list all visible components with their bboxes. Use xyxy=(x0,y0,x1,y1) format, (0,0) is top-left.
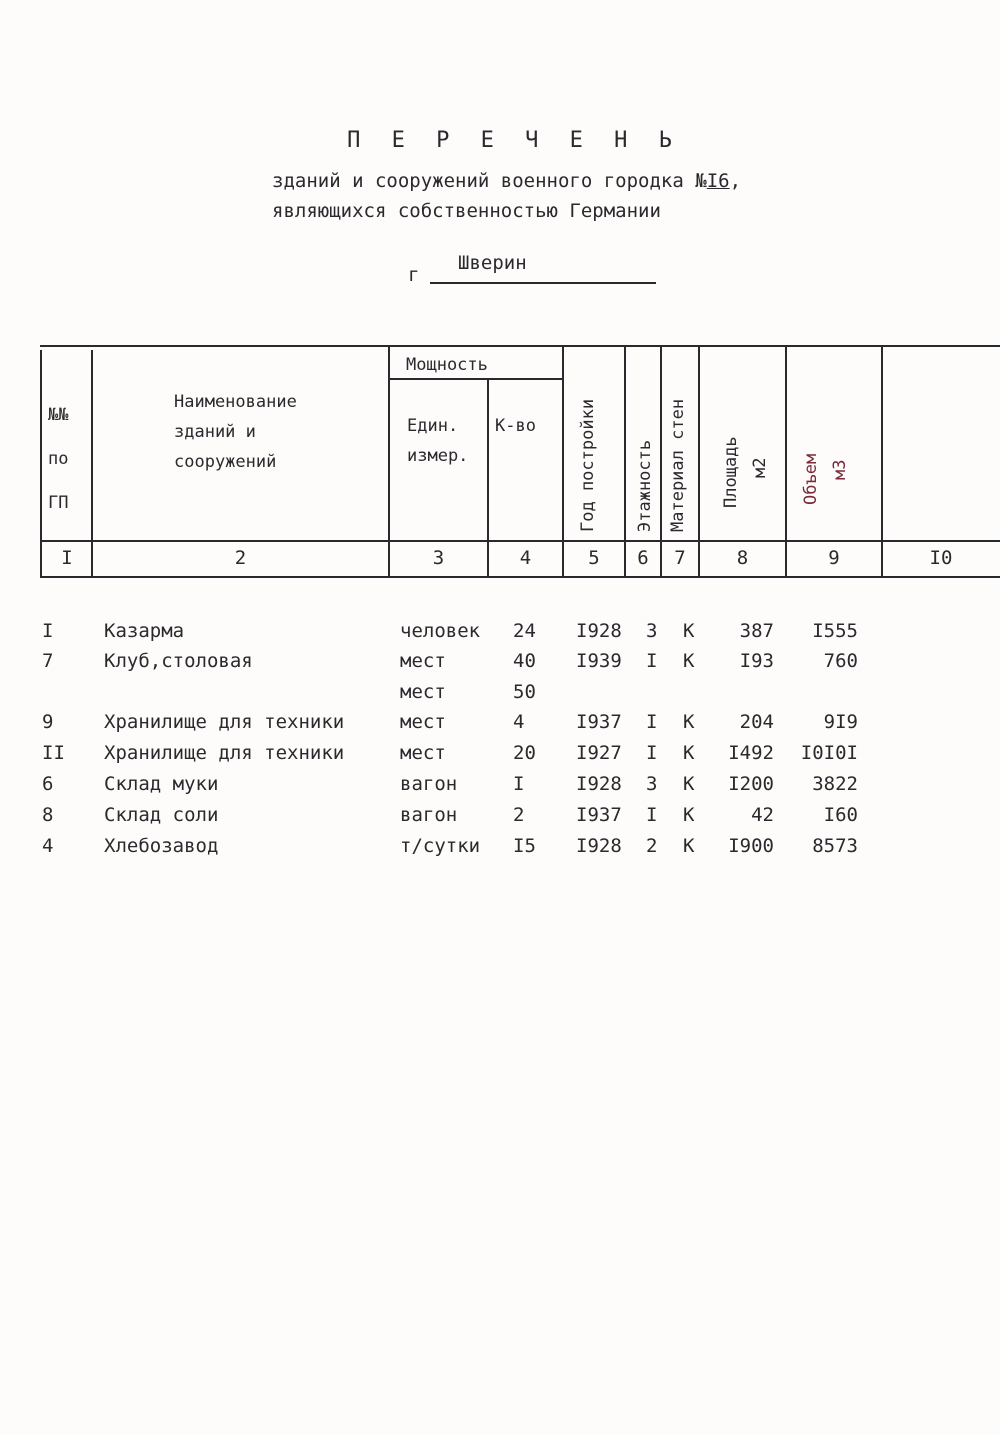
header-col3-line2: измер. xyxy=(407,446,469,466)
cell-name: Склад соли xyxy=(104,804,219,826)
cell-qty: I xyxy=(513,773,525,795)
cell-qty: 24 xyxy=(513,620,536,642)
cell-unit: вагон xyxy=(400,773,458,795)
colnum-7: 7 xyxy=(674,547,686,569)
cell-area: I93 xyxy=(739,650,774,672)
cell-unit: т/сутки xyxy=(400,835,481,857)
vline-2 xyxy=(388,345,390,578)
header-col1-line1: №№ xyxy=(48,405,69,425)
cell-floors: 3 xyxy=(646,620,658,642)
header-capacity: Мощность xyxy=(406,355,488,375)
colnum-10: I0 xyxy=(929,547,953,569)
colnum-2: 2 xyxy=(234,547,247,569)
vline-0 xyxy=(40,350,42,578)
cell-material: К xyxy=(683,773,695,795)
header-col3 xyxy=(407,411,468,471)
colnum-5: 5 xyxy=(588,547,600,569)
cell-year: I928 xyxy=(576,773,622,795)
cell-name: Склад муки xyxy=(104,773,219,795)
cell-unit: мест xyxy=(400,681,446,703)
colnum-4: 4 xyxy=(519,547,532,569)
vline-9 xyxy=(881,345,883,578)
cell-qty: 4 xyxy=(513,711,525,733)
cell-no: I xyxy=(42,620,54,642)
cell-floors: I xyxy=(646,742,658,764)
cell-name: Хранилище для техники xyxy=(104,711,345,733)
town-number: I6 xyxy=(706,170,730,192)
cell-material: К xyxy=(683,804,695,826)
cell-name: Хлебозавод xyxy=(104,835,219,857)
header-bottom-line xyxy=(40,540,1000,542)
header-col7: Материал стен xyxy=(668,398,688,532)
subtitle-prefix: зданий и сооружений военного городка № xyxy=(272,170,707,192)
subtitle-line-1 xyxy=(272,170,741,192)
cell-area: 387 xyxy=(739,620,774,642)
subtitle-suffix: , xyxy=(729,170,742,192)
cell-no: 4 xyxy=(42,835,54,857)
cell-volume: I60 xyxy=(823,804,858,826)
cell-volume: 3822 xyxy=(812,773,858,795)
document-title: П Е Р Е Ч Е Н Ь xyxy=(347,128,681,153)
header-col2-line3: сооружений xyxy=(174,452,277,472)
cell-name: Клуб,столовая xyxy=(104,650,253,672)
cell-year: I928 xyxy=(576,620,622,642)
cell-qty: 50 xyxy=(513,681,536,703)
vline-7 xyxy=(698,345,700,578)
header-top-line xyxy=(40,345,1000,347)
cell-no: 8 xyxy=(42,804,54,826)
colnum-1: I xyxy=(61,547,73,569)
header-col1-line2: по xyxy=(48,449,69,469)
cell-volume: I555 xyxy=(812,620,858,642)
cell-qty: 20 xyxy=(513,742,536,764)
header-col1 xyxy=(48,393,68,525)
cell-material: К xyxy=(683,835,695,857)
cell-floors: I xyxy=(646,711,658,733)
cell-qty: 40 xyxy=(513,650,536,672)
cell-floors: I xyxy=(646,650,658,672)
vline-8 xyxy=(785,345,787,578)
cell-area: I492 xyxy=(728,742,774,764)
header-col6: Этажность xyxy=(635,439,655,532)
cell-year: I937 xyxy=(576,711,622,733)
cell-material: К xyxy=(683,620,695,642)
cell-year: I937 xyxy=(576,804,622,826)
cell-year: I939 xyxy=(576,650,622,672)
cell-qty: I5 xyxy=(513,835,536,857)
cell-unit: человек xyxy=(400,620,481,642)
subtitle-line-2: являющихся собственностью Германии xyxy=(272,200,661,222)
cell-unit: мест xyxy=(400,650,446,672)
cell-year: I928 xyxy=(576,835,622,857)
colnum-8: 8 xyxy=(736,547,749,569)
vline-6 xyxy=(660,345,662,578)
header-col8-line2: м2 xyxy=(750,457,770,478)
colnum-3: 3 xyxy=(432,547,445,569)
cell-material: К xyxy=(683,742,695,764)
header-col4: К-во xyxy=(495,416,536,436)
cell-floors: 2 xyxy=(646,835,658,857)
cell-qty: 2 xyxy=(513,804,525,826)
header-col2-line1: Наименование xyxy=(174,392,297,412)
cell-name: Казарма xyxy=(104,620,185,642)
cell-area: I200 xyxy=(728,773,774,795)
cell-floors: I xyxy=(646,804,658,826)
cell-unit: мест xyxy=(400,742,446,764)
cell-area: 42 xyxy=(751,804,774,826)
cell-year: I927 xyxy=(576,742,622,764)
vline-4 xyxy=(562,345,564,578)
cell-area: I900 xyxy=(728,835,774,857)
cell-material: К xyxy=(683,711,695,733)
header-col8-line1: Площадь xyxy=(721,436,741,508)
cell-material: К xyxy=(683,650,695,672)
city-underline xyxy=(430,282,656,284)
cell-name: Хранилище для техники xyxy=(104,742,345,764)
vline-1 xyxy=(91,350,93,578)
city-prefix: г xyxy=(408,264,420,286)
cell-no: 7 xyxy=(42,650,54,672)
vline-5 xyxy=(624,345,626,578)
cell-unit: мест xyxy=(400,711,446,733)
header-col9-line1: Объем xyxy=(801,453,821,505)
header-col5: Год постройки xyxy=(578,398,598,532)
column-number-line xyxy=(40,576,1000,578)
header-col1-line3: ГП xyxy=(48,493,69,513)
city-name: Шверин xyxy=(458,252,527,274)
cell-no: 6 xyxy=(42,773,54,795)
cell-volume: 8573 xyxy=(812,835,858,857)
cell-volume: I0I0I xyxy=(800,742,858,764)
cell-volume: 9I9 xyxy=(823,711,858,733)
colnum-6: 6 xyxy=(637,547,649,569)
cell-no: II xyxy=(42,742,65,764)
cell-volume: 760 xyxy=(823,650,858,672)
colnum-9: 9 xyxy=(828,547,840,569)
cell-unit: вагон xyxy=(400,804,458,826)
cell-floors: 3 xyxy=(646,773,658,795)
header-col9-line2: м3 xyxy=(830,459,850,480)
header-col3-line1: Един. xyxy=(407,416,459,436)
header-col2 xyxy=(174,387,297,477)
cell-area: 204 xyxy=(739,711,774,733)
header-col2-line2: зданий и xyxy=(174,422,256,442)
cell-no: 9 xyxy=(42,711,54,733)
